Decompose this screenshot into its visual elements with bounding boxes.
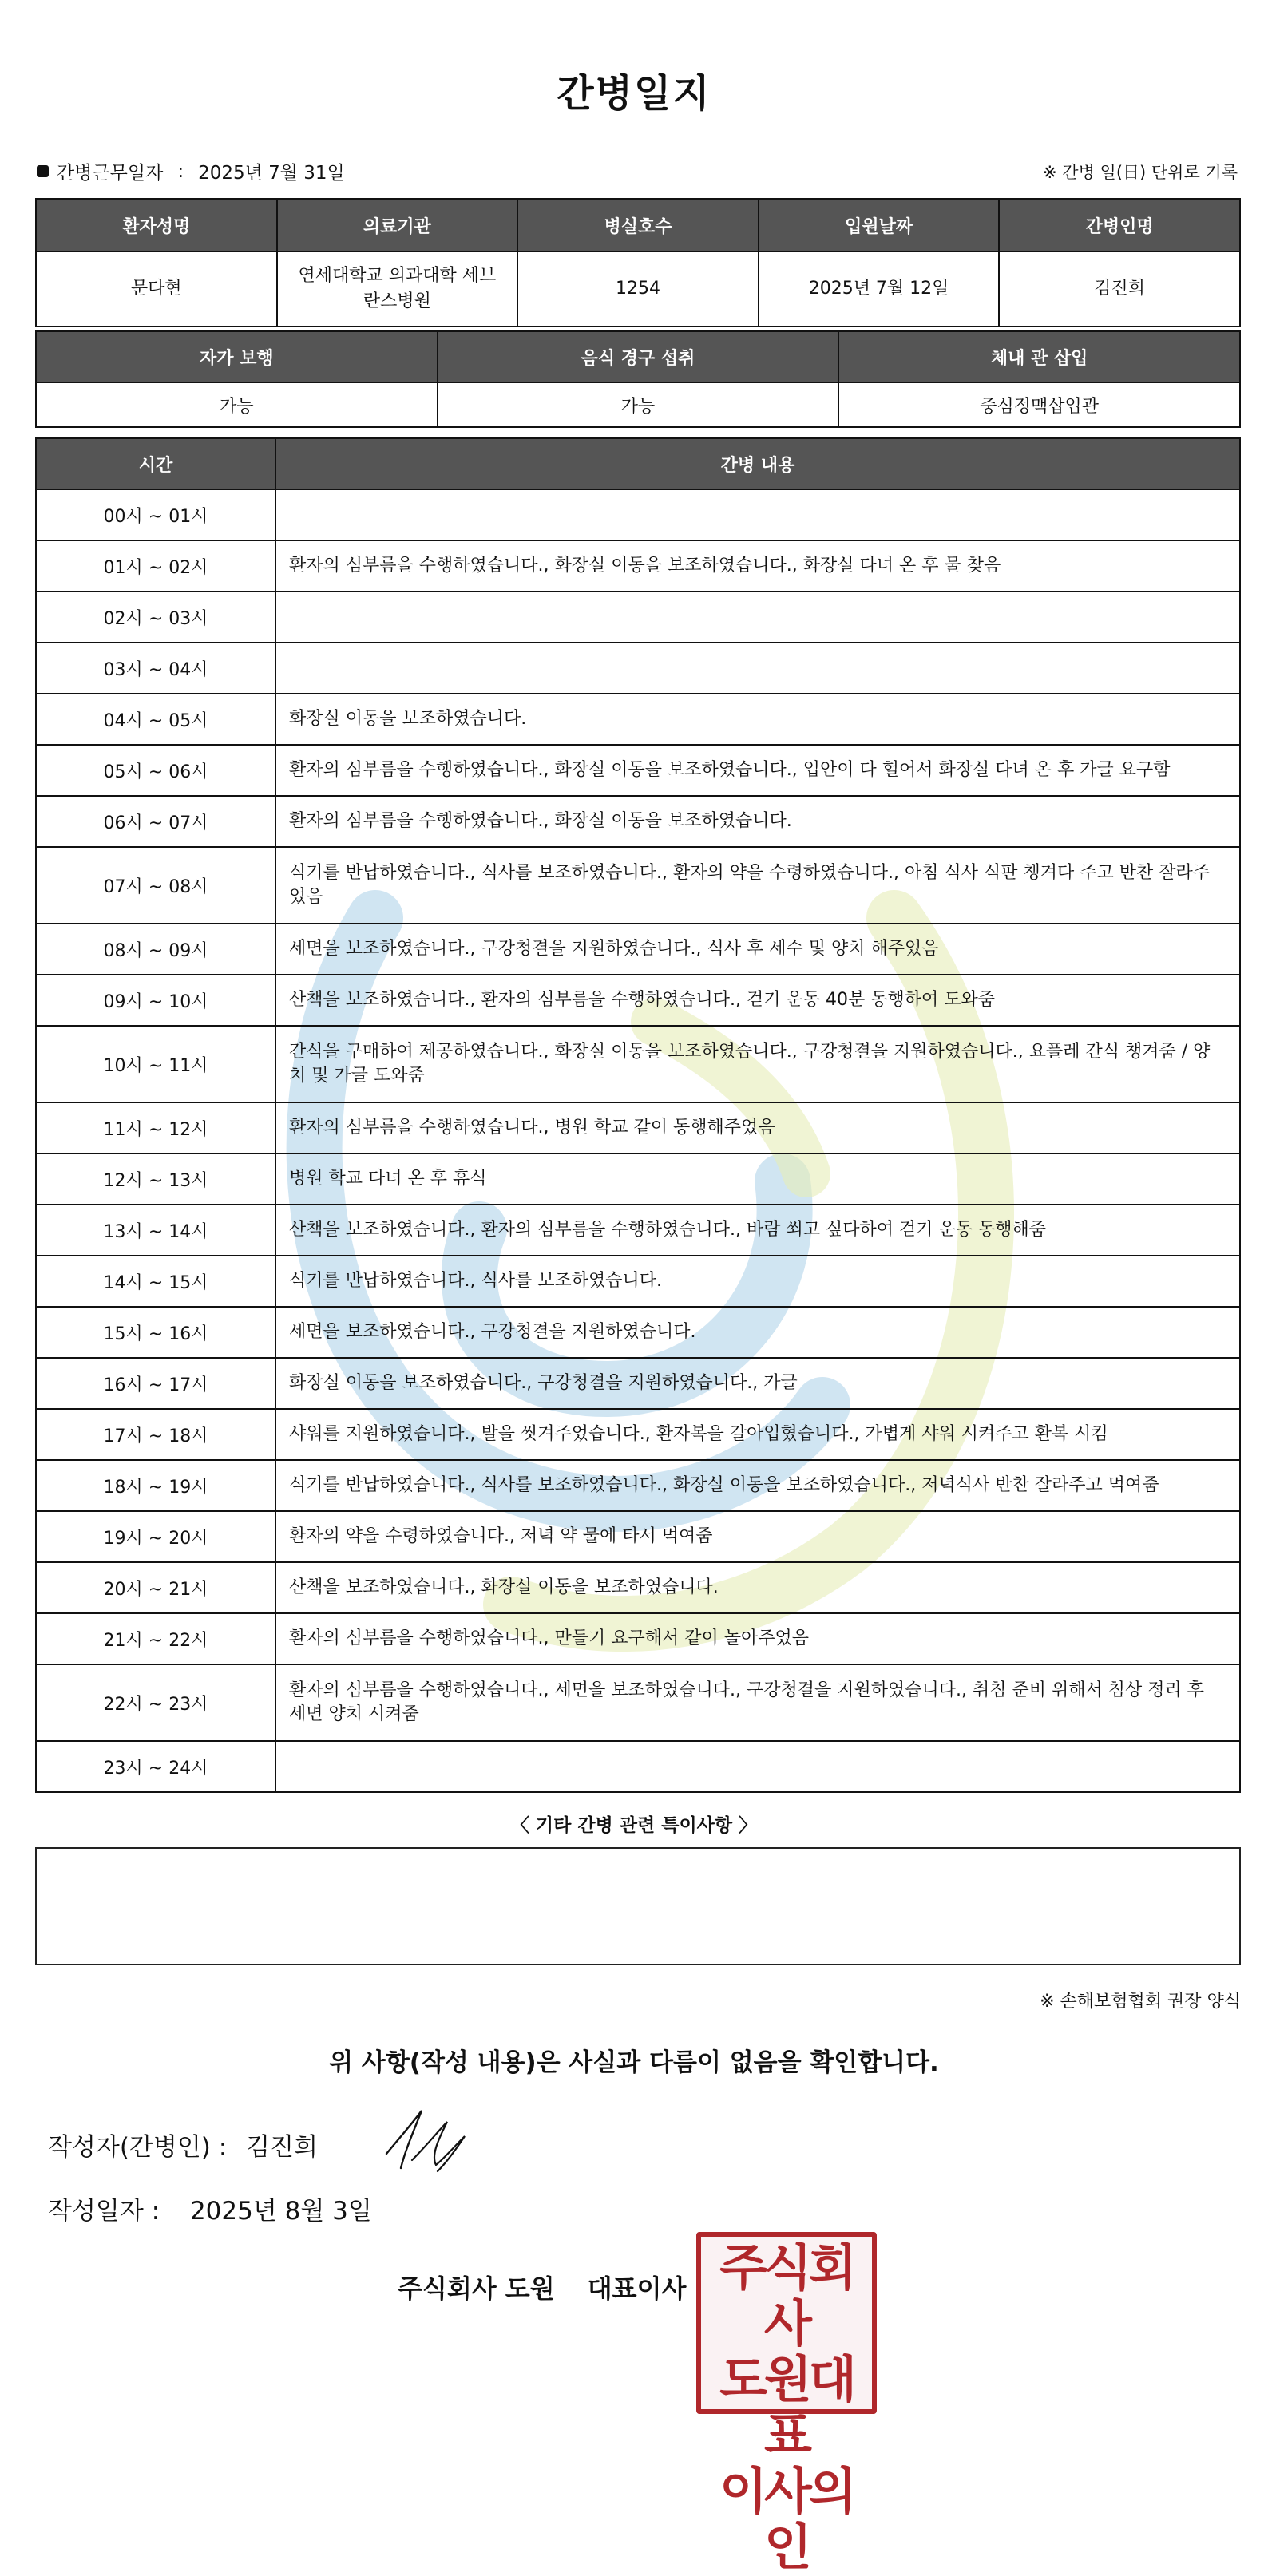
log-time-cell: 04시 ~ 05시 bbox=[36, 694, 275, 745]
log-time-cell: 00시 ~ 01시 bbox=[36, 489, 275, 540]
work-date-colon: : bbox=[177, 160, 184, 182]
log-row bbox=[36, 1026, 1240, 1102]
log-time-cell: 15시 ~ 16시 bbox=[36, 1307, 275, 1358]
log-row bbox=[36, 975, 1240, 1026]
patient-status-table bbox=[35, 330, 1241, 428]
log-time-cell: 03시 ~ 04시 bbox=[36, 643, 275, 694]
log-time-cell: 08시 ~ 09시 bbox=[36, 924, 275, 975]
log-time-cell: 14시 ~ 15시 bbox=[36, 1256, 275, 1307]
remarks-box bbox=[35, 1847, 1241, 1965]
log-row bbox=[36, 489, 1240, 540]
handwritten-signature bbox=[382, 2104, 470, 2176]
self-walking-value: 가능 bbox=[36, 382, 438, 427]
log-row bbox=[36, 847, 1240, 924]
unit-note: ※ 간병 일(日) 단위로 기록 bbox=[1043, 163, 1238, 182]
log-time-cell: 23시 ~ 24시 bbox=[36, 1741, 275, 1792]
log-row bbox=[36, 1256, 1240, 1307]
work-date-value: 2025년 7월 31일 bbox=[198, 163, 345, 184]
log-time-cell: 19시 ~ 20시 bbox=[36, 1511, 275, 1562]
room-number: 1254 bbox=[517, 251, 759, 326]
log-time-cell: 17시 ~ 18시 bbox=[36, 1409, 275, 1460]
confirmation-statement: 위 사항(작성 내용)은 사실과 다름이 없음을 확인합니다. bbox=[329, 2048, 939, 2077]
company-name: 주식회사 도원 bbox=[398, 2273, 555, 2304]
company-line bbox=[398, 2269, 686, 2305]
log-time-cell: 02시 ~ 03시 bbox=[36, 592, 275, 643]
log-content-cell: 식기를 반납하였습니다., 식사를 보조하였습니다., 환자의 약을 수령하였습니다., 아침 식사 식판 챙겨다 주고 반찬 잘라주었음 bbox=[275, 847, 1240, 924]
log-content-cell: 산책을 보조하였습니다., 화장실 이동을 보조하였습니다. bbox=[275, 1562, 1240, 1613]
log-row bbox=[36, 1205, 1240, 1256]
log-content-cell: 환자의 심부름을 수행하였습니다., 병원 학교 같이 동행해주었음 bbox=[275, 1102, 1240, 1153]
log-content-cell: 화장실 이동을 보조하였습니다., 구강청결을 지원하였습니다., 가글 bbox=[275, 1358, 1240, 1409]
log-content-cell: 환자의 심부름을 수행하였습니다., 세면을 보조하였습니다., 구강청결을 지원하였습니다., 취침 준비 위해서 침상 정리 후 세면 양치 시켜줌 bbox=[275, 1664, 1240, 1741]
seal-line: 도원대표 bbox=[719, 2350, 854, 2464]
log-time-cell: 10시 ~ 11시 bbox=[36, 1026, 275, 1102]
header-care-content: 간병 내용 bbox=[275, 438, 1240, 489]
log-row bbox=[36, 1562, 1240, 1613]
care-log-table bbox=[35, 437, 1241, 1793]
work-date-label: 간병근무일자 bbox=[57, 163, 164, 184]
log-content-cell: 간식을 구매하여 제공하였습니다., 화장실 이동을 보조하였습니다., 구강청결을 지원하였습니다., 요플레 간식 챙겨줌 / 양치 및 가글 도와줌 bbox=[275, 1026, 1240, 1102]
log-content-cell: 샤워를 지원하였습니다., 발을 씻겨주었습니다., 환자복을 갈아입혔습니다., 가볍게 샤워 시켜주고 환복 시킴 bbox=[275, 1409, 1240, 1460]
log-row bbox=[36, 592, 1240, 643]
log-time-cell: 16시 ~ 17시 bbox=[36, 1358, 275, 1409]
log-content-cell bbox=[275, 1741, 1240, 1792]
remarks-title: 〈 기타 간병 관련 특이사항 〉 bbox=[510, 1815, 758, 1836]
log-time-cell: 11시 ~ 12시 bbox=[36, 1102, 275, 1153]
header-patient-name: 환자성명 bbox=[36, 199, 277, 251]
log-row bbox=[36, 1102, 1240, 1153]
header-oral-intake: 음식 경구 섭취 bbox=[438, 331, 839, 382]
log-time-cell: 01시 ~ 02시 bbox=[36, 540, 275, 592]
log-content-cell: 환자의 약을 수령하였습니다., 저녁 약 물에 타서 먹여줌 bbox=[275, 1511, 1240, 1562]
log-row bbox=[36, 1741, 1240, 1792]
admission-date: 2025년 7월 12일 bbox=[759, 251, 1000, 326]
log-content-cell bbox=[275, 489, 1240, 540]
written-date-value: 2025년 8월 3일 bbox=[189, 2197, 372, 2226]
seal-line: 주식회사 bbox=[719, 2238, 854, 2352]
header-tube-insertion: 체내 관 삽입 bbox=[838, 331, 1240, 382]
written-date-label: 작성일자 : bbox=[48, 2197, 160, 2226]
header-hospital: 의료기관 bbox=[277, 199, 518, 251]
header-caregiver: 간병인명 bbox=[999, 199, 1240, 251]
log-time-cell: 21시 ~ 22시 bbox=[36, 1613, 275, 1664]
log-time-cell: 12시 ~ 13시 bbox=[36, 1153, 275, 1205]
log-content-cell: 화장실 이동을 보조하였습니다. bbox=[275, 694, 1240, 745]
log-content-cell bbox=[275, 643, 1240, 694]
log-content-cell: 식기를 반납하였습니다., 식사를 보조하였습니다., 화장실 이동을 보조하였습니다., 저녁식사 반찬 잘라주고 먹여줌 bbox=[275, 1460, 1240, 1511]
log-row bbox=[36, 540, 1240, 592]
log-row bbox=[36, 1511, 1240, 1562]
log-row bbox=[36, 1307, 1240, 1358]
written-date-row bbox=[48, 2190, 372, 2226]
form-note: ※ 손해보험협회 권장 양식 bbox=[1040, 1992, 1241, 2012]
log-row bbox=[36, 745, 1240, 796]
log-content-cell: 산책을 보조하였습니다., 환자의 심부름을 수행하였습니다., 걷기 운동 40분 동행하여 도와줌 bbox=[275, 975, 1240, 1026]
hospital-name: 연세대학교 의과대학 세브란스병원 bbox=[277, 251, 518, 326]
log-time-cell: 20시 ~ 21시 bbox=[36, 1562, 275, 1613]
patient-info-table bbox=[35, 198, 1241, 327]
header-self-walking: 자가 보행 bbox=[36, 331, 438, 382]
patient-name: 문다현 bbox=[36, 251, 277, 326]
log-row bbox=[36, 643, 1240, 694]
log-row bbox=[36, 924, 1240, 975]
log-content-cell bbox=[275, 592, 1240, 643]
author-row bbox=[48, 2127, 318, 2162]
log-time-cell: 07시 ~ 08시 bbox=[36, 847, 275, 924]
seal-line: 이사의인 bbox=[719, 2462, 854, 2576]
log-content-cell: 산책을 보조하였습니다., 환자의 심부름을 수행하였습니다., 바람 쐬고 싶다하여 걷기 운동 동행해줌 bbox=[275, 1205, 1240, 1256]
log-row bbox=[36, 1664, 1240, 1741]
author-name: 김진희 bbox=[246, 2133, 319, 2162]
log-content-cell: 환자의 심부름을 수행하였습니다., 화장실 이동을 보조하였습니다. bbox=[275, 796, 1240, 847]
header-admission-date: 입원날짜 bbox=[759, 199, 1000, 251]
header-room: 병실호수 bbox=[517, 199, 759, 251]
log-time-cell: 05시 ~ 06시 bbox=[36, 745, 275, 796]
log-content-cell: 식기를 반납하였습니다., 식사를 보조하였습니다. bbox=[275, 1256, 1240, 1307]
tube-insertion-value: 중심정맥삽입관 bbox=[838, 382, 1240, 427]
log-content-cell: 환자의 심부름을 수행하였습니다., 만들기 요구해서 같이 놀아주었음 bbox=[275, 1613, 1240, 1664]
page-title: 간병일지 bbox=[557, 71, 711, 116]
caregiver-name: 김진희 bbox=[999, 251, 1240, 326]
company-seal-stamp bbox=[696, 2232, 877, 2576]
author-label: 작성자(간병인) : bbox=[48, 2133, 228, 2162]
log-content-cell: 세면을 보조하였습니다., 구강청결을 지원하였습니다. bbox=[275, 1307, 1240, 1358]
work-date bbox=[37, 158, 345, 184]
log-row bbox=[36, 1409, 1240, 1460]
log-row bbox=[36, 694, 1240, 745]
company-role: 대표이사 bbox=[587, 2273, 687, 2304]
log-content-cell: 환자의 심부름을 수행하였습니다., 화장실 이동을 보조하였습니다., 입안이 다 헐어서 화장실 다녀 온 후 가글 요구함 bbox=[275, 745, 1240, 796]
log-time-cell: 09시 ~ 10시 bbox=[36, 975, 275, 1026]
log-time-cell: 06시 ~ 07시 bbox=[36, 796, 275, 847]
log-row bbox=[36, 796, 1240, 847]
bullet-square-icon bbox=[37, 165, 49, 177]
log-row bbox=[36, 1358, 1240, 1409]
log-time-cell: 18시 ~ 19시 bbox=[36, 1460, 275, 1511]
header-time: 시간 bbox=[36, 438, 275, 489]
log-content-cell: 환자의 심부름을 수행하였습니다., 화장실 이동을 보조하였습니다., 화장실 다녀 온 후 물 찾음 bbox=[275, 540, 1240, 592]
log-time-cell: 22시 ~ 23시 bbox=[36, 1664, 275, 1741]
log-row bbox=[36, 1153, 1240, 1205]
log-content-cell: 세면을 보조하였습니다., 구강청결을 지원하였습니다., 식사 후 세수 및 양치 해주었음 bbox=[275, 924, 1240, 975]
log-content-cell: 병원 학교 다녀 온 후 휴식 bbox=[275, 1153, 1240, 1205]
log-time-cell: 13시 ~ 14시 bbox=[36, 1205, 275, 1256]
oral-intake-value: 가능 bbox=[438, 382, 839, 427]
log-row bbox=[36, 1613, 1240, 1664]
log-row bbox=[36, 1460, 1240, 1511]
